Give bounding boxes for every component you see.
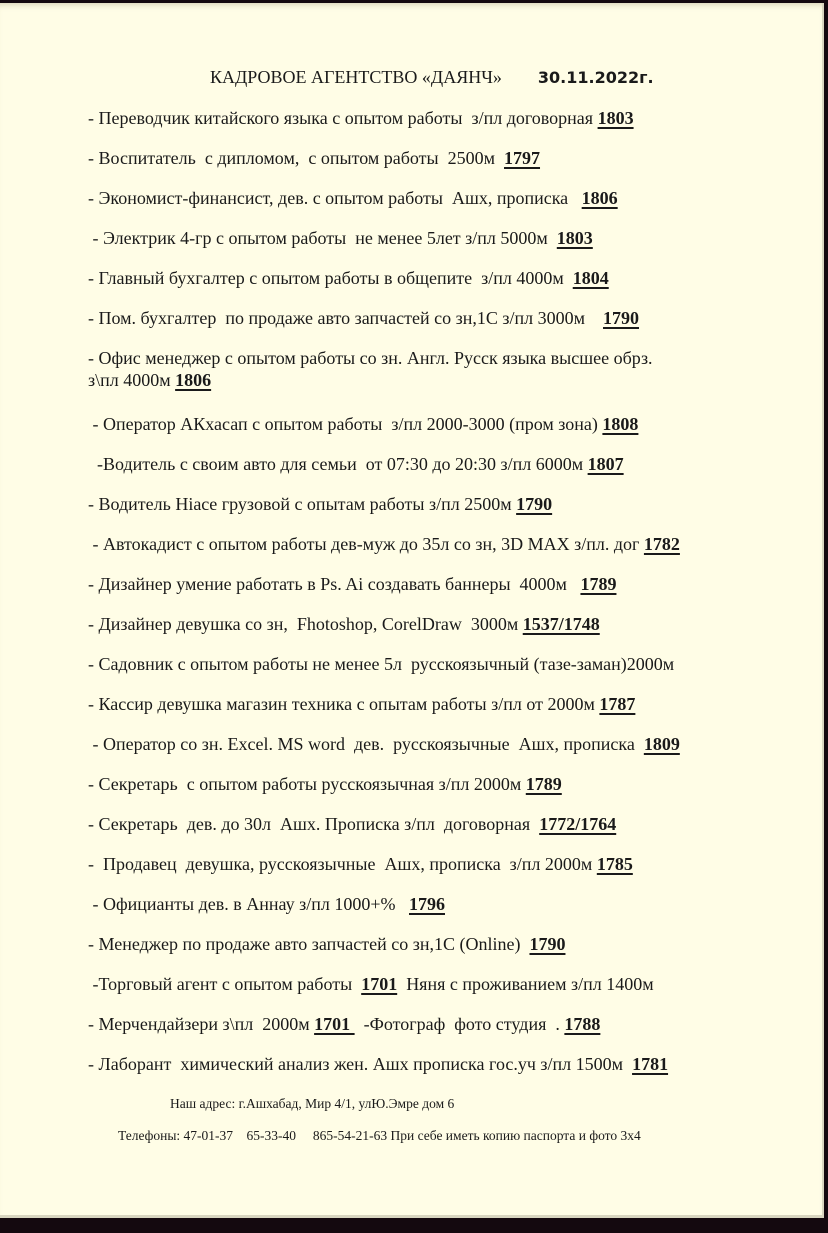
vacancy-description: - Пом. бухгалтер по продаже авто запчастей со зн,1С з/пл 3000м (88, 308, 604, 328)
vacancy-code: 1809 (643, 734, 680, 754)
vacancy-item (88, 733, 680, 755)
vacancy-description: - Офис менеджер с опытом работы со зн. Англ. Русск языка высшее обрз. (88, 348, 653, 368)
vacancy-item (88, 933, 565, 955)
vacancy-description: - Автокадист с опытом работы дев-муж до 35л со зн, 3D MAX з/пл. дог (88, 534, 644, 554)
vacancy-item (88, 773, 562, 795)
footer-address: Наш адрес: г.Ашхабад, Мир 4/1, улЮ.Эмре дом 6 (170, 1096, 455, 1111)
vacancy-code: 1785 (596, 854, 633, 874)
vacancy-item (88, 307, 639, 329)
vacancy-description: - Мерчендайзери з\пл 2000м (88, 1014, 315, 1034)
vacancy-code: 1782 (643, 534, 680, 554)
header (210, 67, 654, 88)
vacancy-item (88, 973, 654, 995)
vacancy-item (88, 227, 593, 249)
vacancy-item (88, 1053, 668, 1075)
job-listing-page (0, 3, 824, 1218)
vacancy-code: 1788 (564, 1014, 601, 1034)
vacancy-code: 1790 (516, 494, 553, 514)
vacancy-code: 1790 (603, 308, 640, 328)
vacancy-description: - Оператор со зн. Excel. MS word дев. русскоязычные Ашх, прописка (88, 734, 644, 754)
vacancy-item (88, 573, 616, 595)
vacancy-code: 1796 (409, 894, 445, 914)
vacancy-item (88, 187, 618, 209)
vacancy-code: 1803 (556, 228, 593, 248)
vacancy-code: 1701 (361, 974, 398, 994)
vacancy-code: 1797 (504, 148, 541, 168)
vacancy-description: - Электрик 4-гр с опытом работы не менее 5лет з/пл 5000м (88, 228, 557, 248)
vacancy-salary: з\пл 4000м (88, 370, 176, 390)
vacancy-description: -Торговый агент с опытом работы (88, 974, 362, 994)
vacancy-item (88, 413, 638, 435)
vacancy-code: 1790 (529, 934, 566, 954)
vacancy-description: - Дизайнер девушка со зн, Fhotoshop, CorelDraw 3000м (88, 614, 523, 634)
vacancy-item (88, 267, 609, 289)
vacancy-item (88, 813, 616, 835)
vacancy-description: - Секретарь дев. до 30л Ашх. Прописка з/пл договорная (88, 814, 540, 834)
vacancy-item (88, 653, 674, 675)
vacancy-code: 1772/1764 (539, 814, 617, 834)
vacancy-description-extra: Няня с проживанием з/пл 1400м (397, 974, 654, 994)
agency-title: КАДРОВОЕ АГЕНТСТВО «ДАЯНЧ» (210, 67, 502, 87)
vacancy-code: 1808 (602, 414, 639, 434)
listing-date: 30.11.2022г. (537, 68, 654, 87)
vacancy-item (88, 147, 540, 169)
vacancy-code: 1701 (314, 1014, 355, 1034)
vacancy-item (88, 533, 680, 555)
vacancy-description: - Воспитатель с дипломом, с опытом работы 2500м (88, 148, 505, 168)
vacancy-item (88, 453, 624, 475)
vacancy-item (88, 493, 552, 515)
vacancy-description: - Продавец девушка, русскоязычные Ашх, прописка з/пл 2000м (88, 854, 597, 874)
vacancy-description: - Переводчик китайского языка с опытом работы з/пл договорная (88, 108, 598, 128)
vacancy-item (88, 613, 600, 635)
vacancy-description: - Садовник с опытом работы не менее 5л русскоязычный (тазе-заман)2000м (88, 654, 675, 674)
vacancy-code: 1806 (581, 188, 618, 208)
vacancy-item (88, 347, 653, 391)
vacancy-description: - Менеджер по продаже авто запчастей со зн,1С (Online) (88, 934, 530, 954)
vacancy-code: 1789 (525, 774, 562, 794)
vacancy-item (88, 853, 633, 875)
vacancy-description: - Дизайнер умение работать в Ps. Ai создавать баннеры 4000м (88, 574, 581, 594)
vacancy-code: 1806 (175, 370, 212, 390)
vacancy-code: 1537/1748 (522, 614, 600, 634)
vacancy-description: - Главный бухгалтер с опытом работы в общепите з/пл 4000м (88, 268, 573, 288)
vacancy-description: - Секретарь с опытом работы русскоязычная з/пл 2000м (88, 774, 526, 794)
vacancy-description: - Оператор АКхасап с опытом работы з/пл 2000-3000 (пром зона) (88, 414, 603, 434)
vacancy-code: 1781 (632, 1054, 669, 1074)
vacancy-item (88, 1013, 600, 1035)
vacancy-description: - Водитель Hiace грузовой с опытам работы з/пл 2500м (88, 494, 517, 514)
vacancy-description: - Официанты дев. в Аннау з/пл 1000+% (88, 894, 409, 914)
vacancy-description: - Лаборант химический анализ жен. Ашх прописка гос.уч з/пл 1500м (88, 1054, 633, 1074)
vacancy-code: 1789 (580, 574, 617, 594)
vacancy-code: 1807 (587, 454, 624, 474)
vacancy-description: - Кассир девушка магазин техника с опытам работы з/пл от 2000м (88, 694, 600, 714)
vacancy-description: -Водитель с своим авто для семьи от 07:30 до 20:30 з/пл 6000м (88, 454, 588, 474)
vacancy-item (88, 893, 445, 915)
vacancy-description-extra: -Фотограф фото студия . (354, 1014, 565, 1034)
vacancy-item (88, 107, 634, 129)
vacancy-code: 1803 (597, 108, 634, 128)
vacancy-code: 1804 (572, 268, 609, 288)
vacancy-code: 1787 (599, 694, 636, 714)
vacancy-description: - Экономист-финансист, дев. с опытом работы Ашх, прописка (88, 188, 582, 208)
vacancy-item (88, 693, 635, 715)
footer-phones: Телефоны: 47-01-37 65-33-40 865-54-21-63 При себе иметь копию паспорта и фото 3х4 (118, 1128, 641, 1143)
